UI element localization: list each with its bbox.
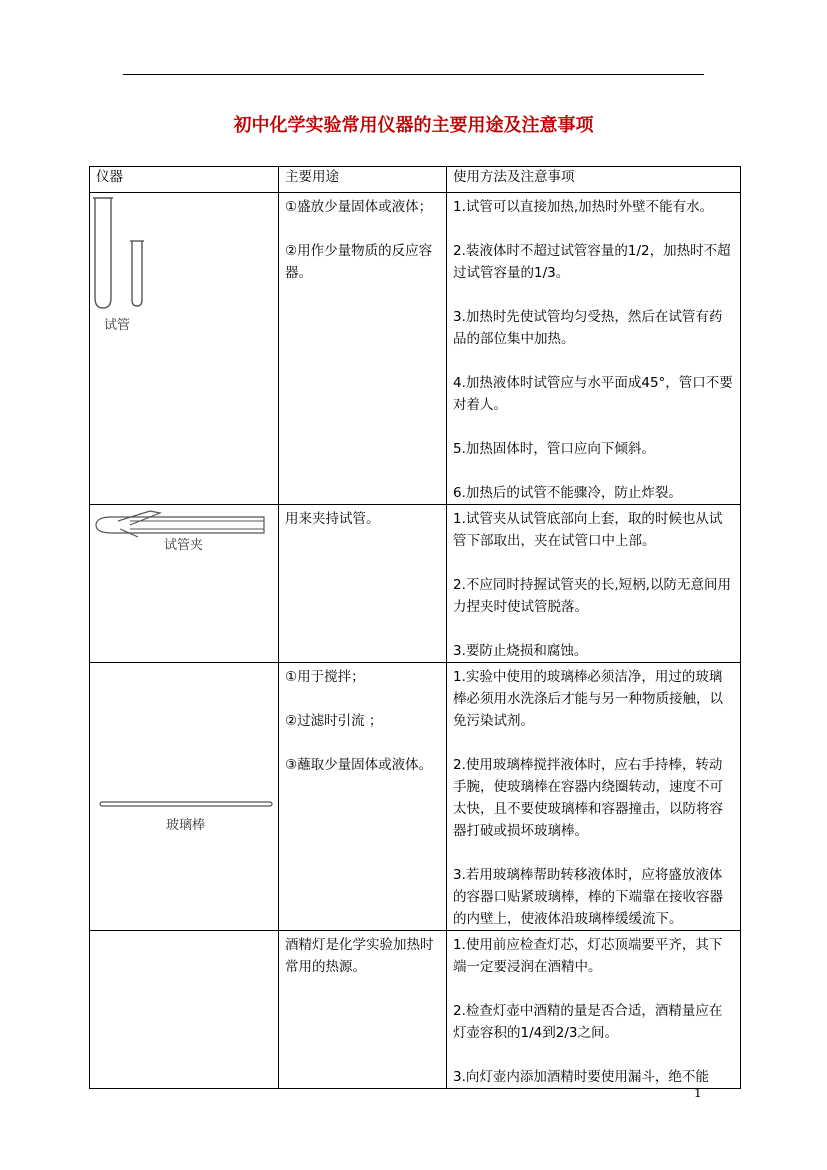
page-title: 初中化学实验常用仪器的主要用途及注意事项 [233,115,594,136]
note-text: 2.使用玻璃棒搅拌液体时，应右手持棒，转动手腕，使玻璃棒在容器内绕圈转动，速度不可太快，且不要使玻璃棒和容器撞击，以防将容器打破或损坏玻璃棒。 [453,757,723,839]
table-row [90,663,741,931]
table-row [90,505,741,663]
note-text: 3.若用玻璃棒帮助转移液体时，应将盛放液体的容器口贴紧玻璃棒，棒的下端靠在接收容器的内壁上，使液体沿玻璃棒缓缓流下。 [453,867,723,927]
note-text: 1.试管可以直接加热,加热时外壁不能有水。 [453,199,714,215]
use-text: 酒精灯是化学实验加热时常用的热源。 [285,937,434,975]
note-text: 5.加热固体时，管口应向下倾斜。 [453,441,655,457]
notes-cell [447,663,741,931]
header-main-use: 主要用途 [279,167,447,193]
use-text: ①盛放少量固体或液体； [285,199,433,215]
use-text: ②用作少量物质的反应容器。 [285,243,433,281]
use-cell [279,931,447,1089]
table-row [90,193,741,505]
note-text: 3.向灯壶内添加酒精时要使用漏斗，绝不能 [453,1069,709,1085]
notes-cell [447,931,741,1089]
header-instrument: 仪器 [90,167,279,193]
header-rule [123,74,704,75]
instrument-label: 玻璃棒 [166,818,206,833]
instrument-cell [90,193,279,505]
use-text: ②过滤时引流 ； [285,713,383,729]
notes-cell [447,193,741,505]
instrument-label: 试管 [104,318,131,333]
use-text: ①用于搅拌； [285,669,365,685]
notes-cell [447,505,741,663]
use-cell [279,505,447,663]
instrument-table [89,166,741,1089]
note-text: 1.使用前应检查灯芯，灯芯顶端要平齐，其下端一定要浸润在酒精中。 [453,937,723,975]
page-number: 1 [694,1086,702,1100]
note-text: 3.要防止烧损和腐蚀。 [453,643,588,659]
use-text: ③蘸取少量固体或液体。 [285,757,433,773]
note-text: 3.加热时先使试管均匀受热，然后在试管有药品的部位集中加热。 [453,309,723,347]
instrument-cell [90,505,279,663]
note-text: 2.不应同时持握试管夹的长,短柄,以防无意间用力捏夹时使试管脱落。 [453,577,731,615]
note-text: 2.装液体时不超过试管容量的1/2，加热时不超过试管容量的1/3。 [453,243,731,281]
note-text: 1.实验中使用的玻璃棒必须洁净，用过的玻璃棒必须用水洗涤后才能与另一种物质接触，以免污染试剂。 [453,669,723,729]
instrument-label: 试管夹 [164,538,204,553]
test-tube-icon [90,193,279,333]
instrument-cell [90,931,279,1089]
use-cell [279,193,447,505]
glass-rod-icon [90,799,279,811]
header-notes: 使用方法及注意事项 [447,167,741,193]
use-cell [279,663,447,931]
table-row [90,931,741,1089]
table-header-row [90,167,741,193]
note-text: 1.试管夹从试管底部向上套，取的时候也从试管下部取出，夹在试管口中上部。 [453,511,723,549]
note-text: 6.加热后的试管不能骤冷，防止炸裂。 [453,485,682,501]
use-text: 用来夹持试管。 [285,511,380,527]
note-text: 2.检查灯壶中酒精的量是否合适，酒精量应在灯壶容积的1/4到2/3之间。 [453,1003,723,1041]
instrument-cell [90,663,279,931]
note-text: 4.加热液体时试管应与水平面成45°，管口不要对着人。 [453,375,733,413]
